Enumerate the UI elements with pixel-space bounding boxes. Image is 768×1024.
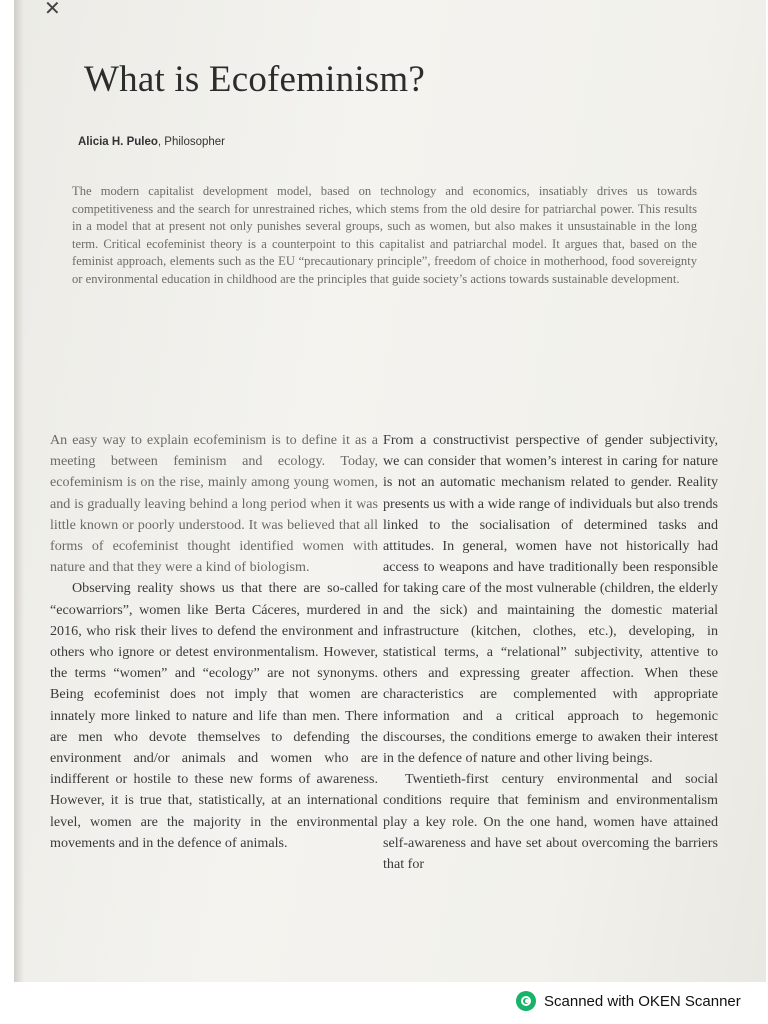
page-binding-shadow: [14, 0, 24, 982]
oken-scanner-logo-icon: [516, 991, 536, 1011]
scanned-page: [14, 0, 766, 982]
author-line: [78, 136, 225, 148]
right-column: [383, 430, 718, 875]
left-column: [50, 430, 378, 854]
article-abstract: The modern capitalist development model, based on technology and economics, insatiably drives us towards competitiveness and the search for unrestrained riches, which stems from the old desire for patriarchal power. This results in a model that at present not only punishes several groups, such as women, but also makes it unsustainable in the long term. Critical ecofeminist theory is a counterpoint to this capitalist and patriarchal model. It argues that, based on the feminist approach, elements such as the EU “precautionary principle”, freedom of choice in motherhood, food sovereignty or environmental education in childhood are the principles that guide society’s actions towards sustainable development.: [72, 184, 697, 286]
paragraph: From a constructivist perspective of gender subjectivity, we can consider that women’s interest in caring for nature is not an automatic mechanism related to gender. Reality presents us with a wide range of individuals but also trends linked to the socialisation of determined tasks and attitudes. In general, women have not historically had access to weapons and have traditionally been responsible for taking care of the most vulnerable (children, the elderly and the sick) and maintaining the domestic material infrastructure (kitchen, clothes, etc.), developing, in statistical terms, a “relational” subjectivity, attentive to others and expressing greater affection. When these characteristics are complemented with appropriate information and a critical approach to hegemonic discourses, the conditions emerge to awaken their interest in the defence of nature and other living beings.: [383, 432, 718, 767]
paragraph: Observing reality shows us that there are so-called “ecowarriors”, women like Berta Cáceres, murdered in 2016, who risk their lives to defend the environment and others who ignore or detest environmentalism. However, the terms “women” and “ecology” are not synonyms. Being ecofeminist does not imply that women are innately more linked to nature and life than men. There are men who devote themselves to defending the environment and/or animals and women who are indifferent or hostile to these new forms of awareness. However, it is true that, statistically, at an international level, women are the majority in the environmental movements and in the defence of animals.: [50, 580, 378, 851]
pen-mark-icon: ✕: [44, 0, 61, 20]
author-name: Alicia H. Puleo: [78, 136, 158, 148]
paragraph: An easy way to explain ecofeminism is to define it as a meeting between feminism and ecology. Today, ecofeminism is on the rise, mainly among young women, and is gradually leaving behind a long period when it was little known or poorly understood. It was believed that all forms of ecofeminist thought identified women with nature and that they were a kind of biologism.: [50, 432, 378, 576]
scanner-watermark: [516, 990, 741, 1012]
scanner-label: Scanned with OKEN Scanner: [544, 992, 741, 1010]
paragraph: Twentieth-first century environmental and social conditions require that feminism and environmentalism play a key role. On the one hand, women have attained self-awareness and have set about overcoming the barriers that for: [383, 771, 718, 873]
article-title: What is Ecofeminism?: [84, 59, 426, 100]
author-role: , Philosopher: [157, 136, 226, 148]
